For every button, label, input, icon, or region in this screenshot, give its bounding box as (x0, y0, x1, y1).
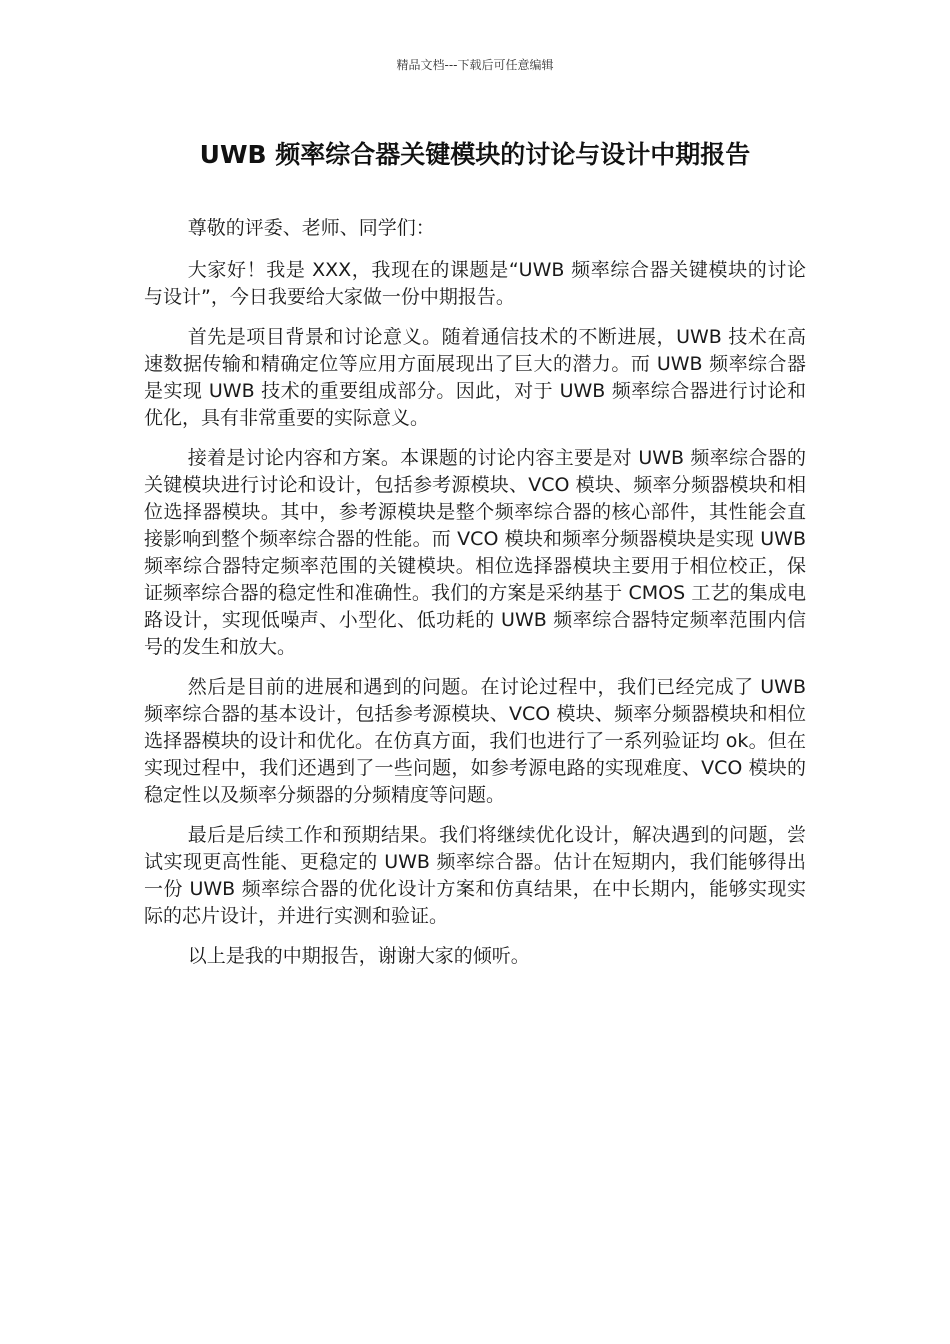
content-plan-paragraph: 接着是讨论内容和方案。本课题的讨论内容主要是对 UWB 频率综合器的关键模块进行讨论和设计，包括参考源模块、VCO 模块、频率分频器模块和相位选择器模块。其中，参考源模块是整个频率综合器的核心部件，其性能会直接影响到整个频率综合器的性能。而 VCO 模块和频率分频器模块是实现 UWB 频率综合器特定频率范围的关键模块。相位选择器模块主要用于相位校正，保证频率综合器的稳定性和准确性。我们的方案是采纳基于 CMOS 工艺的集成电路设计，实现低噪声、小型化、低功耗的 UWB 频率综合器特定频率范围内信号的发生和放大。 (144, 447, 806, 658)
document-body (144, 215, 806, 983)
greeting-paragraph: 尊敬的评委、老师、同学们： (187, 217, 435, 239)
future-work-paragraph: 最后是后续工作和预期结果。我们将继续优化设计，解决遇到的问题，尝试实现更高性能、更稳定的 UWB 频率综合器。估计在短期内，我们能够得出一份 UWB 频率综合器的优化设计方案和仿真结果，在中长期内，能够实现实际的芯片设计，并进行实测和验证。 (144, 824, 806, 927)
closing-paragraph: 以上是我的中期报告，谢谢大家的倾听。 (187, 945, 530, 967)
intro-paragraph: 大家好！我是 XXX，我现在的课题是“UWB 频率综合器关键模块的讨论与设计”，今日我要给大家做一份中期报告。 (144, 259, 806, 308)
document-title: UWB 频率综合器关键模块的讨论与设计中期报告 (199, 140, 751, 169)
header-note: 精品文档---下载后可任意编辑 (396, 58, 554, 72)
progress-paragraph: 然后是目前的进展和遇到的问题。在讨论过程中，我们已经完成了 UWB 频率综合器的基本设计，包括参考源模块、VCO 模块、频率分频器模块和相位选择器模块的设计和优化。在仿真方面，我们也进行了一系列验证均 ok。但在实现过程中，我们还遇到了一些问题，如参考源电路的实现难度、VCO 模块的稳定性以及频率分频器的分频精度等问题。 (144, 676, 806, 806)
background-paragraph: 首先是项目背景和讨论意义。随着通信技术的不断进展，UWB 技术在高速数据传输和精确定位等应用方面展现出了巨大的潜力。而 UWB 频率综合器是实现 UWB 技术的重要组成部分。因此，对于 UWB 频率综合器进行讨论和优化，具有非常重要的实际意义。 (144, 326, 806, 429)
